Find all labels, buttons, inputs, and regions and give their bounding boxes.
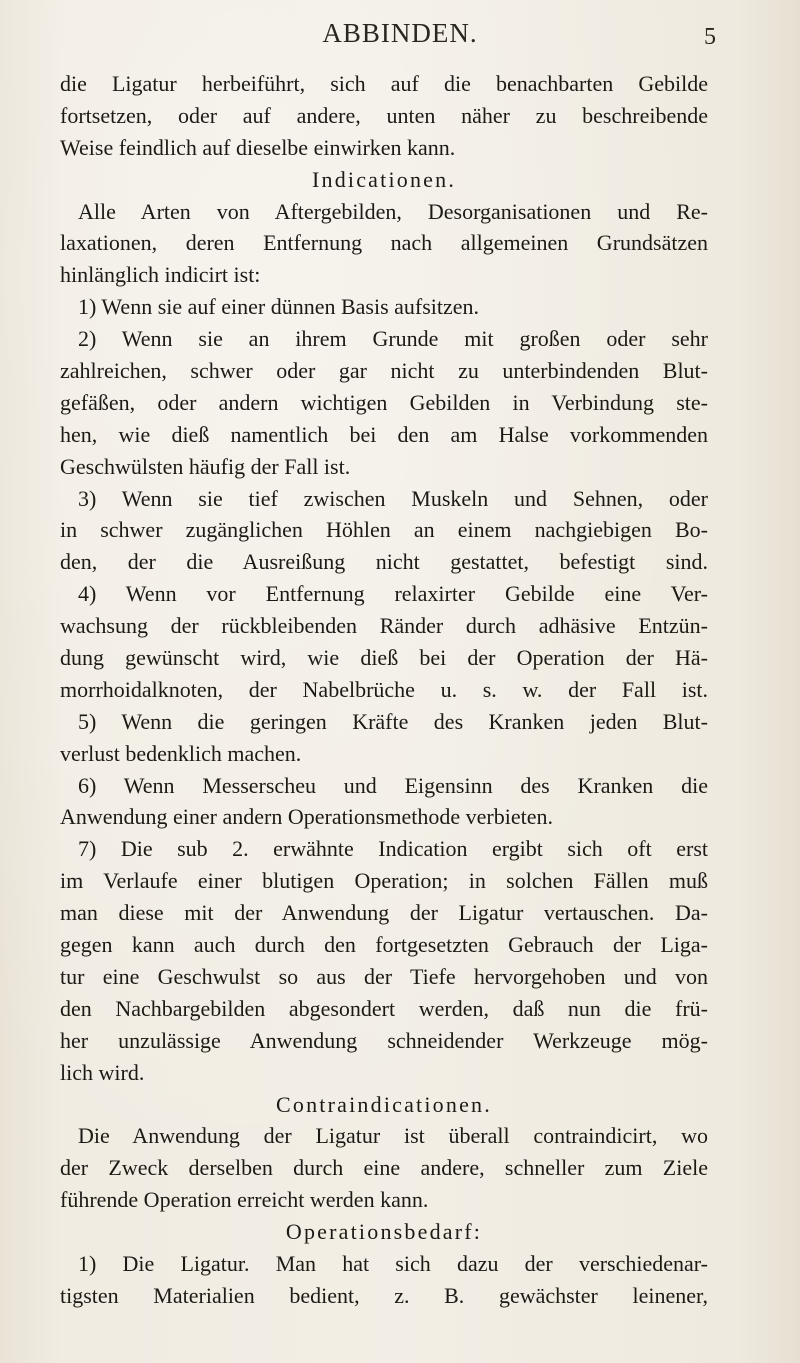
text-line: der Zweck derselben durch eine andere, schneller zum Ziele — [60, 1155, 708, 1181]
page-number: 5 — [704, 24, 716, 50]
text-line: den, der die Ausreißung nicht gestattet, befestigt sind. — [60, 549, 708, 575]
text-line: gefäßen, oder andern wichtigen Gebilden in Verbindung ste- — [60, 389, 708, 415]
text-line: hen, wie dieß namentlich bei den am Halse vorkommenden — [60, 421, 708, 447]
text-line: tigsten Materialien bedient, z. B. gewächster leinener, — [60, 1282, 708, 1308]
text-line: 2) Wenn sie an ihrem Grunde mit großen oder sehr — [78, 326, 708, 352]
text-line: in schwer zugänglichen Höhlen an einem nachgiebigen Bo- — [60, 517, 708, 543]
text-line: Die Anwendung der Ligatur ist überall contraindicirt, wo — [78, 1123, 708, 1149]
page-header — [0, 14, 800, 54]
text-line: Weise feindlich auf dieselbe einwirken kann. — [60, 134, 456, 160]
text-line: hinlänglich indicirt ist: — [60, 262, 261, 288]
text-line: verlust bedenklich machen. — [60, 740, 302, 766]
text-line: die Ligatur herbeiführt, sich auf die benachbarten Gebilde — [60, 71, 708, 96]
text-line: her unzulässige Anwendung schneidender Werkzeuge mög- — [60, 1027, 708, 1053]
section-heading: Contraindicationen. — [276, 1091, 492, 1117]
text-line: tur eine Geschwulst so aus der Tiefe hervorgehoben und von — [60, 963, 708, 989]
text-line: lich wird. — [60, 1059, 145, 1085]
text-line: 5) Wenn die geringen Kräfte des Kranken jeden Blut- — [78, 708, 708, 734]
text-line: 3) Wenn sie tief zwischen Muskeln und Sehnen, oder — [78, 485, 708, 511]
body-text — [60, 68, 708, 1312]
text-line: morrhoidalknoten, der Nabelbrüche u. s. w. der Fall ist. — [60, 676, 708, 702]
text-line: 6) Wenn Messerscheu und Eigensinn des Kranken die — [78, 772, 708, 798]
text-line: Anwendung einer andern Operationsmethode verbieten. — [60, 804, 553, 830]
text-line: führende Operation erreicht werden kann. — [60, 1187, 429, 1213]
text-line: 7) Die sub 2. erwähnte Indication ergibt sich oft erst — [78, 836, 708, 862]
text-line: 4) Wenn vor Entfernung relaxirter Gebilde eine Ver- — [78, 581, 708, 607]
text-line: im Verlaufe einer blutigen Operation; in solchen Fällen muß — [60, 868, 708, 894]
text-line: wachsung der rückbleibenden Ränder durch adhäsive Entzün- — [60, 613, 708, 639]
text-line: laxationen, deren Entfernung nach allgemeinen Grundsätzen — [60, 230, 708, 256]
text-line: man diese mit der Anwendung der Ligatur vertauschen. Da- — [60, 900, 708, 926]
section-heading: Operationsbedarf: — [285, 1219, 483, 1245]
running-head: ABBINDEN. — [322, 18, 478, 48]
text-line: gegen kann auch durch den fortgesetzten Gebrauch der Liga- — [60, 932, 708, 958]
text-line: zahlreichen, schwer oder gar nicht zu unterbindenden Blut- — [60, 358, 708, 384]
text-line: 1) Wenn sie auf einer dünnen Basis aufsitzen. — [78, 294, 480, 320]
text-line: Alle Arten von Aftergebilden, Desorganisationen und Re- — [78, 198, 708, 224]
section-heading: Indicationen. — [311, 166, 457, 192]
text-line: fortsetzen, oder auf andere, unten näher zu beschreibende — [60, 102, 708, 128]
text-line: Geschwülsten häufig der Fall ist. — [60, 453, 351, 479]
text-line: dung gewünscht wird, wie dieß bei der Operation der Hä- — [60, 645, 708, 671]
text-line: 1) Die Ligatur. Man hat sich dazu der verschiedenar- — [78, 1250, 708, 1276]
text-line: den Nachbargebilden abgesondert werden, daß nun die frü- — [60, 995, 708, 1021]
